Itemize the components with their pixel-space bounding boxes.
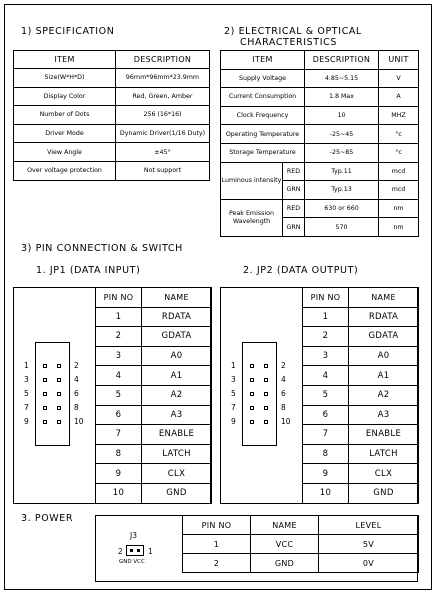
table-row [303, 483, 419, 503]
elec-value: 10 [305, 106, 379, 125]
pin-no: 2 [303, 327, 349, 347]
table-row [96, 483, 212, 503]
pin-no: 10 [303, 483, 349, 503]
specification-table [13, 50, 210, 181]
pin-name: ENABLE [142, 425, 212, 445]
elec-value: Typ.11 [305, 162, 379, 181]
pin-name: GND [349, 483, 419, 503]
table-row [14, 69, 210, 88]
pin-pad [250, 420, 254, 424]
heading-electrical-line2: CHARACTERISTICS [240, 37, 337, 48]
jp2-pin-label: 9 [231, 417, 236, 426]
jp2-header-body [242, 342, 277, 446]
jp2-header-connector [229, 342, 299, 448]
pin-no: 1 [183, 535, 251, 554]
table-row [221, 199, 419, 218]
pin-name: RDATA [142, 307, 212, 327]
table-row [14, 87, 210, 106]
spec-value: Dynamic Driver(1/16 Duty) [116, 124, 210, 143]
spec-header-item: ITEM [14, 51, 116, 69]
jp1-pin-label: 6 [74, 389, 79, 398]
table-row [221, 162, 419, 181]
pin-no-header: PIN NO [183, 516, 251, 535]
pin-name: GND [142, 483, 212, 503]
name-header: NAME [349, 288, 419, 308]
pin-name: CLX [142, 464, 212, 484]
spec-value: 96mm*96mm*23.9mm [116, 69, 210, 88]
pin-pad [250, 406, 254, 410]
pin-name: GDATA [349, 327, 419, 347]
spec-value: Red, Green, Amber [116, 87, 210, 106]
pin-name: A3 [349, 405, 419, 425]
pin-pad [264, 378, 268, 382]
pin-level: 5V [319, 535, 419, 554]
table-row [14, 124, 210, 143]
j3-pin-names: GND VCC [119, 559, 145, 565]
jp1-pin-label: 5 [24, 389, 29, 398]
pin-no: 5 [96, 385, 142, 405]
table-row [183, 554, 419, 573]
table-row [183, 535, 419, 554]
table-row [96, 425, 212, 445]
table-row [303, 425, 419, 445]
jp1-header-row [96, 288, 212, 308]
pin-pad [57, 406, 61, 410]
color-label: RED [283, 162, 305, 181]
pin-pad [57, 392, 61, 396]
table-row [303, 327, 419, 347]
table-row [96, 385, 212, 405]
level-header: LEVEL [319, 516, 419, 535]
j3-label: J3 [130, 531, 137, 540]
table-row [14, 106, 210, 125]
spec-value: ±45° [116, 143, 210, 162]
pin-no: 2 [96, 327, 142, 347]
elec-header-unit: UNIT [379, 51, 419, 70]
table-row [221, 125, 419, 144]
spec-value: Not support [116, 161, 210, 180]
elec-unit: mcd [379, 162, 419, 181]
elec-unit: V [379, 69, 419, 88]
elec-value: Typ.13 [305, 181, 379, 200]
elec-item: Storage Temperature [221, 143, 305, 162]
pin-no: 8 [96, 444, 142, 464]
heading-power: 3. POWER [21, 513, 74, 524]
j3-pin-left-label: 2 [118, 547, 123, 556]
jp1-pin-label: 8 [74, 403, 79, 412]
heading-jp1: 1. JP1 (DATA INPUT) [36, 265, 141, 276]
pin-name: GND [251, 554, 319, 573]
pin-pad [250, 392, 254, 396]
pin-name: A3 [142, 405, 212, 425]
table-row [96, 444, 212, 464]
pin-no: 6 [303, 405, 349, 425]
jp1-pin-label: 2 [74, 361, 79, 370]
pin-pad [264, 406, 268, 410]
jp2-pin-label: 2 [281, 361, 286, 370]
jp1-pin-label: 3 [24, 375, 29, 384]
pin-name: LATCH [349, 444, 419, 464]
pin-pad [137, 549, 140, 552]
pin-name: LATCH [142, 444, 212, 464]
table-row [221, 88, 419, 107]
pin-level: 0V [319, 554, 419, 573]
table-row [303, 464, 419, 484]
spec-item: Driver Mode [14, 124, 116, 143]
table-row [96, 327, 212, 347]
jp1-pin-label: 1 [24, 361, 29, 370]
pin-no: 7 [303, 425, 349, 445]
pin-no: 2 [183, 554, 251, 573]
spec-item: Display Color [14, 87, 116, 106]
pin-pad [57, 364, 61, 368]
table-row [303, 444, 419, 464]
pin-pad [130, 549, 133, 552]
jp2-pin-label: 8 [281, 403, 286, 412]
jp2-pin-label: 1 [231, 361, 236, 370]
pin-no: 5 [303, 385, 349, 405]
elec-value: -25~85 [305, 143, 379, 162]
elec-value: 570 [305, 218, 379, 237]
pin-no: 9 [303, 464, 349, 484]
table-row [303, 366, 419, 386]
spec-item: Number of Dots [14, 106, 116, 125]
jp2-pin-label: 6 [281, 389, 286, 398]
pin-name: GDATA [142, 327, 212, 347]
jp2-pin-label: 5 [231, 389, 236, 398]
elec-unit: MHZ [379, 106, 419, 125]
table-row [303, 405, 419, 425]
pin-no: 3 [303, 346, 349, 366]
spec-value: 256 (16*16) [116, 106, 210, 125]
spec-header-description: DESCRIPTION [116, 51, 210, 69]
pin-name: A1 [349, 366, 419, 386]
pin-pad [57, 378, 61, 382]
color-label: GRN [283, 218, 305, 237]
heading-electrical-line1: 2) ELECTRICAL & OPTICAL [224, 26, 362, 37]
pin-name: A2 [142, 385, 212, 405]
pin-no: 7 [96, 425, 142, 445]
table-row [303, 346, 419, 366]
elec-header-item: ITEM [221, 51, 305, 70]
pin-no: 6 [96, 405, 142, 425]
name-header: NAME [142, 288, 212, 308]
pin-name: CLX [349, 464, 419, 484]
luminous-label: Luminous intensity [221, 162, 283, 199]
spec-item: Size(W*H*D) [14, 69, 116, 88]
jp2-pin-label: 3 [231, 375, 236, 384]
elec-unit: °c [379, 125, 419, 144]
jp2-pin-label: 7 [231, 403, 236, 412]
pin-no: 1 [96, 307, 142, 327]
table-row [221, 106, 419, 125]
pin-name: A2 [349, 385, 419, 405]
pin-no: 9 [96, 464, 142, 484]
pin-name: ENABLE [349, 425, 419, 445]
jp1-header-body [35, 342, 70, 446]
elec-value: 4.85~5.15 [305, 69, 379, 88]
elec-item: Clock Frequency [221, 106, 305, 125]
jp2-pin-table [302, 287, 419, 504]
heading-electrical [224, 26, 362, 48]
elec-header-row [221, 51, 419, 70]
pin-no: 1 [303, 307, 349, 327]
pin-pad [43, 378, 47, 382]
pin-pad [43, 364, 47, 368]
heading-specification: 1) SPECIFICATION [21, 26, 115, 37]
table-row [303, 385, 419, 405]
peak-label: Peak Emission Wavelength [221, 199, 283, 236]
elec-item: Supply Voltage [221, 69, 305, 88]
pin-name: VCC [251, 535, 319, 554]
table-row [14, 143, 210, 162]
power-table [182, 515, 419, 573]
pin-name: A0 [142, 346, 212, 366]
jp1-pin-table [95, 287, 212, 504]
pin-pad [43, 406, 47, 410]
pin-pad [250, 378, 254, 382]
pin-no: 4 [96, 366, 142, 386]
table-row [14, 161, 210, 180]
pin-no-header: PIN NO [303, 288, 349, 308]
pin-no: 3 [96, 346, 142, 366]
pin-pad [264, 420, 268, 424]
pin-pad [43, 392, 47, 396]
j3-body [126, 545, 144, 556]
j3-connector [112, 528, 182, 578]
pin-no: 4 [303, 366, 349, 386]
pin-pad [250, 364, 254, 368]
elec-value: 1.8 Max [305, 88, 379, 107]
pin-no: 10 [96, 483, 142, 503]
jp1-pin-label: 9 [24, 417, 29, 426]
elec-unit: nm [379, 218, 419, 237]
jp1-pin-label: 4 [74, 375, 79, 384]
elec-unit: mcd [379, 181, 419, 200]
color-label: RED [283, 199, 305, 218]
heading-jp2: 2. JP2 (DATA OUTPUT) [243, 265, 359, 276]
jp2-header-row [303, 288, 419, 308]
spec-header-row [14, 51, 210, 69]
spec-item: Over voltage protection [14, 161, 116, 180]
pin-name: A1 [142, 366, 212, 386]
name-header: NAME [251, 516, 319, 535]
elec-item: Operating Temperature [221, 125, 305, 144]
heading-pin-connection: 3) PIN CONNECTION & SWITCH [21, 243, 183, 254]
elec-unit: nm [379, 199, 419, 218]
electrical-table [220, 50, 419, 237]
pin-no: 8 [303, 444, 349, 464]
pin-name: RDATA [349, 307, 419, 327]
pin-pad [264, 392, 268, 396]
table-row [96, 346, 212, 366]
spec-item: View Angle [14, 143, 116, 162]
elec-item: Current Consumption [221, 88, 305, 107]
jp1-pin-label: 7 [24, 403, 29, 412]
pin-pad [57, 420, 61, 424]
pin-name: A0 [349, 346, 419, 366]
jp2-pin-label: 4 [281, 375, 286, 384]
elec-unit: A [379, 88, 419, 107]
table-row [96, 366, 212, 386]
pin-no-header: PIN NO [96, 288, 142, 308]
table-row [96, 307, 212, 327]
color-label: GRN [283, 181, 305, 200]
jp1-header-connector [22, 342, 92, 448]
jp2-pin-label: 10 [281, 417, 291, 426]
table-row [221, 143, 419, 162]
table-row [221, 69, 419, 88]
j3-pin-right-label: 1 [148, 547, 153, 556]
power-header-row [183, 516, 419, 535]
elec-header-description: DESCRIPTION [305, 51, 379, 70]
pin-pad [264, 364, 268, 368]
table-row [303, 307, 419, 327]
table-row [96, 464, 212, 484]
table-row [96, 405, 212, 425]
elec-value: -25~45 [305, 125, 379, 144]
pin-pad [43, 420, 47, 424]
jp1-pin-label: 10 [74, 417, 84, 426]
elec-value: 630 or 660 [305, 199, 379, 218]
elec-unit: °c [379, 143, 419, 162]
